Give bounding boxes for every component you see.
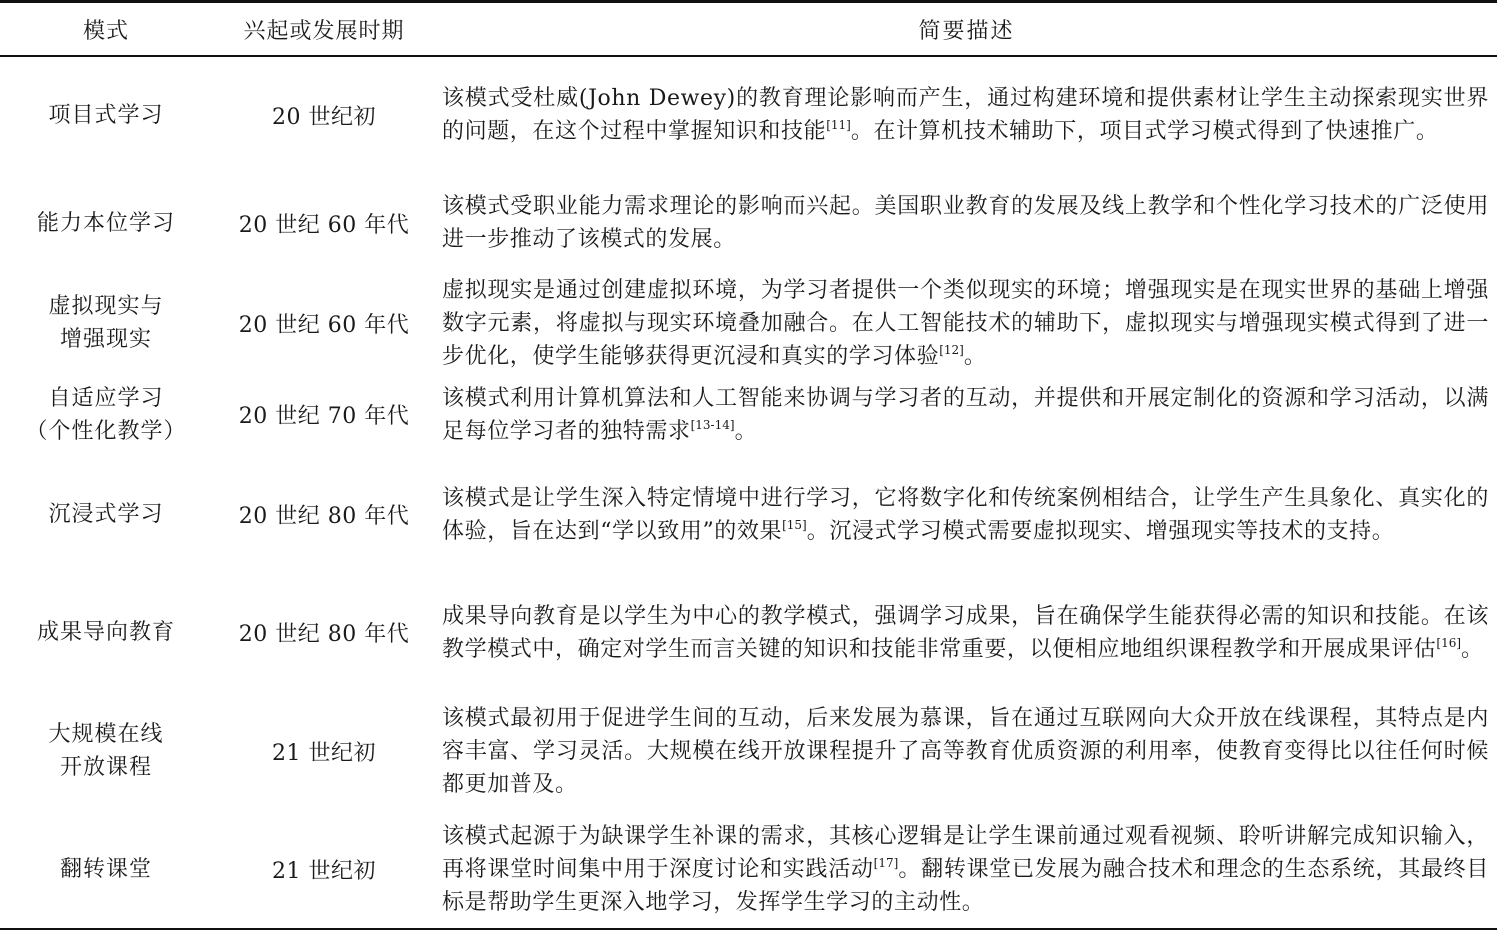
table-row	[0, 810, 1497, 929]
citation-ref: [12]	[939, 342, 964, 357]
description-text: 该模式受职业能力需求理论的影响而兴起。美国职业教育的发展及线上教学和个性化学习技术的广泛使用进一步推动了该模式的发展。	[442, 194, 1489, 252]
table-header-row	[0, 2, 1497, 57]
description-text: 虚拟现实是通过创建虚拟环境，为学习者提供一个类似现实的环境；增强现实是在现实世界的基础上增强数字元素，将虚拟与现实环境叠加融合。在人工智能技术的辅助下，虚拟现实与增强现实模式得到了进一步优化，使学生能够获得更沉浸和真实的学习体验	[442, 277, 1489, 369]
mode-cell	[0, 56, 212, 173]
citation-ref: [11]	[826, 118, 851, 132]
description-text: 。在计算机技术辅助下，项目式学习模式得到了快速推广。	[850, 119, 1439, 144]
period-cell: 20 世纪 70 年代	[238, 404, 410, 429]
description-cell	[436, 573, 1497, 692]
mode-name-line: 增强现实	[59, 327, 152, 352]
description-text: 成果导向教育是以学生为中心的教学模式，强调学习成果，旨在确保学生能获得必需的知识和技能。在该教学模式中，确定对学生而言关键的知识和技能非常重要，以便相应地组织课程教学和开展成果评估	[442, 603, 1489, 662]
citation-ref: [15]	[782, 517, 807, 532]
period-cell: 21 世纪初	[272, 740, 376, 766]
description-text: 该模式受杜威(John Dewey)的教育理论影响而产生，通过构建环境和提供素材让学生主动探索现实世界的问题，在这个过程中掌握知识和技能	[442, 86, 1489, 144]
description-text: 该模式利用计算机算法和人工智能来协调与学习者的互动，并提供和开展定制化的资源和学习活动，以满足每位学习者的独特需求	[442, 385, 1489, 444]
table-row	[0, 56, 1497, 173]
mode-cell	[0, 692, 212, 810]
mode-cell	[0, 573, 212, 692]
mode-cell	[0, 373, 212, 456]
table-row	[0, 273, 1497, 373]
mode-name-line: 开放课程	[59, 755, 152, 780]
mode-name-line: 翻转课堂	[59, 856, 152, 882]
description-cell	[436, 456, 1497, 573]
mode-name-line: 沉浸式学习	[48, 502, 164, 527]
description-cell	[436, 173, 1497, 273]
mode-cell	[0, 273, 212, 373]
mode-name-line: 自适应学习	[48, 385, 164, 411]
mode-cell	[0, 456, 212, 573]
header-description: 简要描述	[436, 2, 1497, 57]
period-cell: 20 世纪 60 年代	[238, 212, 410, 238]
description-cell	[436, 692, 1497, 810]
table-row	[0, 573, 1497, 692]
table-row	[0, 692, 1497, 810]
description-cell	[436, 56, 1497, 173]
citation-ref: [17]	[873, 855, 899, 870]
table-row	[0, 456, 1497, 573]
citation-ref: [16]	[1436, 635, 1462, 650]
description-text: 。	[734, 418, 758, 444]
description-text: 。	[963, 343, 987, 369]
mode-name-line: （个性化教学）	[25, 418, 187, 444]
mode-name-line: 能力本位学习	[36, 210, 175, 236]
period-cell: 20 世纪初	[272, 104, 376, 130]
table-row	[0, 373, 1497, 456]
description-text: 。	[1461, 636, 1484, 662]
mode-name-line: 虚拟现实与	[48, 294, 164, 319]
header-mode: 模式	[0, 2, 212, 57]
period-cell: 20 世纪 80 年代	[238, 504, 410, 529]
description-text: 该模式起源于为缺课学生补课的需求，其核心逻辑是让学生课前通过观看视频、聆听讲解完成知识输入，再将课堂时间集中用于深度讨论和实践活动	[442, 823, 1489, 882]
description-text: 该模式最初用于促进学生间的互动，后来发展为慕课，旨在通过互联网向大众开放在线课程，其特点是内容丰富、学习灵活。大规模在线开放课程提升了高等教育优质资源的利用率，使教育变得比以往任何时候都更加普及。	[442, 705, 1489, 797]
mode-name-line: 项目式学习	[48, 102, 164, 128]
mode-name-line: 大规模在线	[48, 722, 164, 747]
header-period: 兴起或发展时期	[212, 2, 436, 57]
mode-cell	[0, 173, 212, 273]
period-cell: 21 世纪初	[212, 810, 436, 929]
mode-name-line: 成果导向教育	[36, 620, 175, 645]
description-cell	[436, 810, 1497, 929]
description-cell	[436, 273, 1497, 373]
description-cell	[436, 373, 1497, 456]
mode-cell	[0, 810, 212, 929]
description-text: 。沉浸式学习模式需要虚拟现实、增强现实等技术的支持。	[806, 518, 1395, 544]
description-text: 该模式是让学生深入特定情境中进行学习，它将数字化和传统案例相结合，让学生产生具象化、真实化的体验，旨在达到“学以致用”的效果	[442, 485, 1489, 544]
table-body	[0, 56, 1497, 929]
period-cell: 20 世纪 80 年代	[238, 622, 410, 647]
period-cell: 20 世纪 60 年代	[238, 312, 410, 338]
citation-ref: [13-14]	[690, 417, 735, 432]
table-row	[0, 173, 1497, 273]
description-text: 。翻转课堂已发展为融合技术和理念的生态系统，其最终目标是帮助学生更深入地学习，发挥学生学习的主动性。	[442, 856, 1490, 915]
